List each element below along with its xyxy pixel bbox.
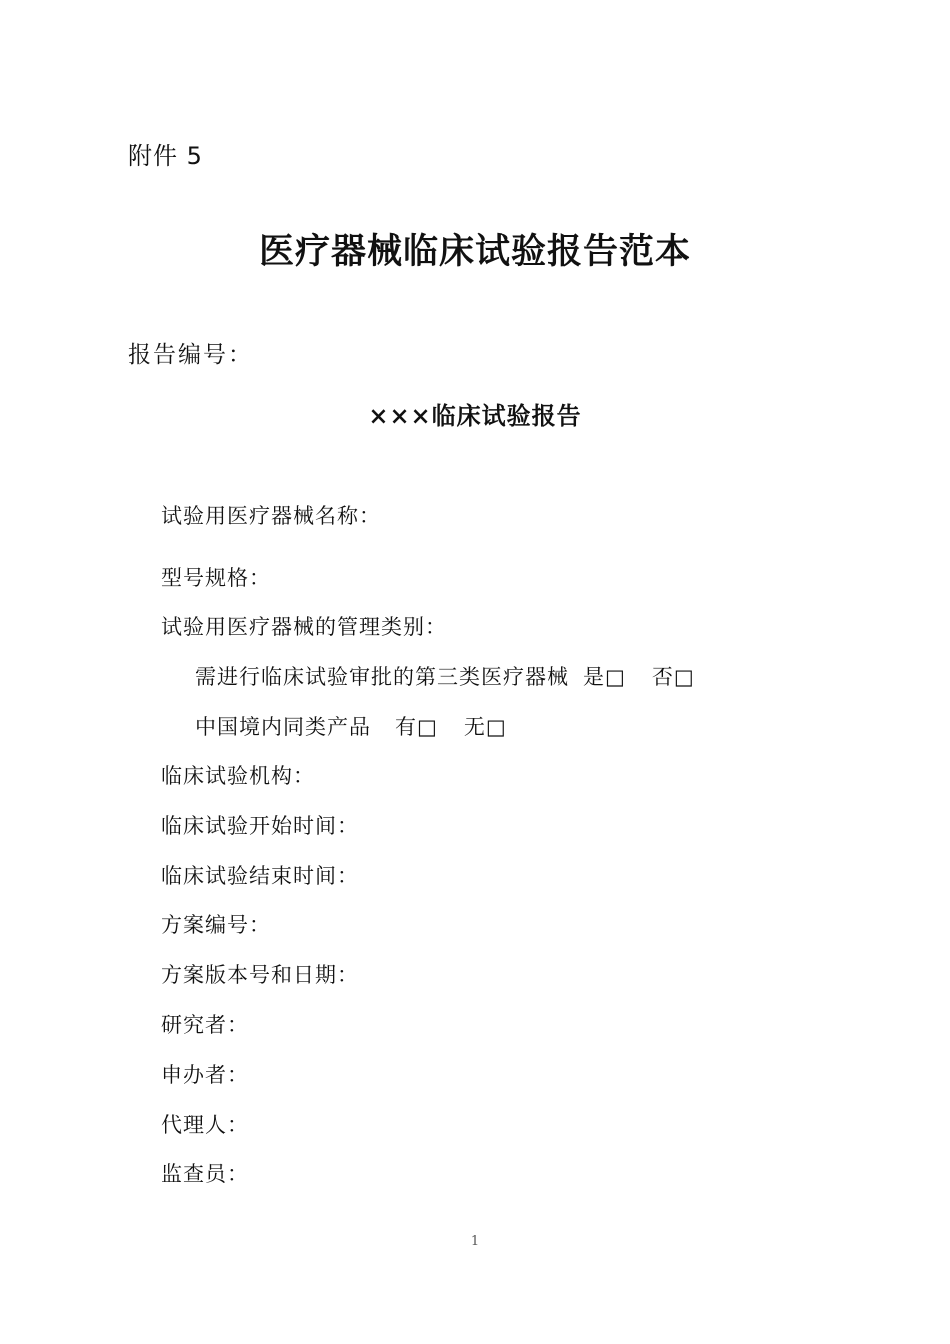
domestic-similar-yes-checkbox[interactable]: 有□: [395, 715, 438, 739]
field-model-spec: 型号规格：: [161, 566, 271, 590]
field-management-category: 试验用医疗器械的管理类别：: [161, 615, 447, 639]
attachment-label: 附件 5: [128, 142, 203, 170]
page-number: 1: [470, 1234, 480, 1249]
field-sponsor: 申办者：: [161, 1063, 249, 1087]
field-device-name: 试验用医疗器械名称：: [161, 504, 381, 528]
class3-approval-yes-checkbox[interactable]: 是□: [583, 665, 626, 689]
field-domestic-similar: [195, 711, 507, 741]
domestic-similar-label: 中国境内同类产品: [195, 715, 371, 739]
report-title: ×××临床试验报告: [368, 401, 582, 430]
field-investigator: 研究者：: [161, 1013, 249, 1037]
field-agent: 代理人：: [161, 1113, 249, 1137]
domestic-similar-no-checkbox[interactable]: 无□: [463, 715, 507, 739]
class3-approval-label: 需进行临床试验审批的第三类医疗器械: [195, 665, 569, 689]
field-monitor: 监查员：: [161, 1162, 249, 1186]
class3-approval-no-checkbox[interactable]: 否□: [651, 665, 695, 689]
field-class3-approval: [195, 661, 695, 691]
report-number-label: 报告编号：: [128, 342, 253, 368]
field-institution: 临床试验机构：: [161, 764, 315, 788]
document-title: 医疗器械临床试验报告范本: [258, 231, 691, 272]
field-protocol-version-date: 方案版本号和日期：: [161, 963, 359, 987]
field-protocol-number: 方案编号：: [161, 913, 271, 937]
field-end-time: 临床试验结束时间：: [161, 864, 359, 888]
field-start-time: 临床试验开始时间：: [161, 814, 359, 838]
